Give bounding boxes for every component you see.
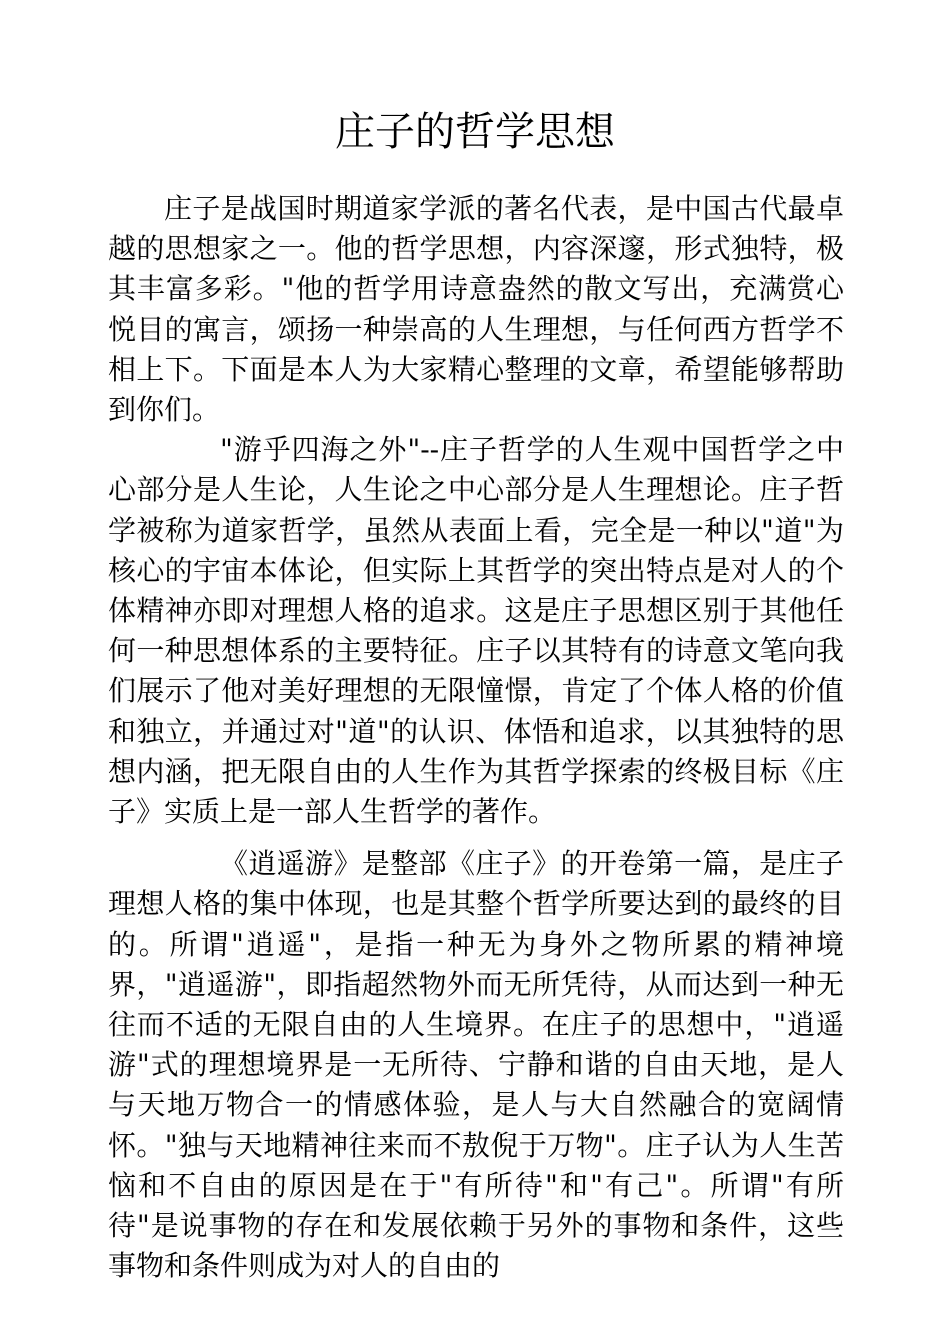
- document-title: 庄子的哲学思想: [335, 109, 615, 155]
- paragraph-intro: 庄子是战国时期道家学派的著名代表，是中国古代最卓越的思想家之一。他的哲学思想，内容深邃，形式独特，极其丰富多彩。"他的哲学用诗意盎然的散文写出，充满赏心悦目的寓言，颂扬一种崇高的人生理想，与任何西方哲学不相上下。下面是本人为大家精心整理的文章，希望能够帮助到你们。: [108, 192, 844, 427]
- document-body: [108, 189, 844, 1286]
- paragraph-xiaoyaoyou: 《逍遥游》是整部《庄子》的开卷第一篇，是庄子理想人格的集中体现，也是其整个哲学所要达到的最终的目的。所谓"逍遥"，是指一种无为身外之物所累的精神境界，"逍遥游"，即指超然物外而无所凭待，从而达到一种无往而不适的无限自由的人生境界。在庄子的思想中，"逍遥游"式的理想境界是一无所待、宁静和谐的自由天地，是人与天地万物合一的情感体验，是人与大自然融合的宽阔情怀。"独与天地精神往来而不敖倪于万物"。庄子认为人生苦恼和不自由的原因是在于"有所待"和"有己"。所谓"有所待"是说事物的存在和发展依赖于另外的事物和条件，这些事物和条件则成为对人的自由的: [108, 847, 844, 1283]
- paragraph-life-view: "游乎四海之外"--庄子哲学的人生观中国哲学之中心部分是人生论，人生论之中心部分是人生理想论。庄子哲学被称为道家哲学，虽然从表面上看，完全是一种以"道"为核心的宇宙本体论，但实际上其哲学的突出特点是对人的个体精神亦即对理想人格的追求。这是庄子思想区别于其他任何一种思想体系的主要特征。庄子以其特有的诗意文笔向我们展示了他对美好理想的无限憧憬，肯定了个体人格的价值和独立，并通过对"道"的认识、体悟和追求，以其独特的思想内涵，把无限自由的人生作为其哲学探索的终极目标《庄子》实质上是一部人生哲学的著作。: [108, 433, 844, 829]
